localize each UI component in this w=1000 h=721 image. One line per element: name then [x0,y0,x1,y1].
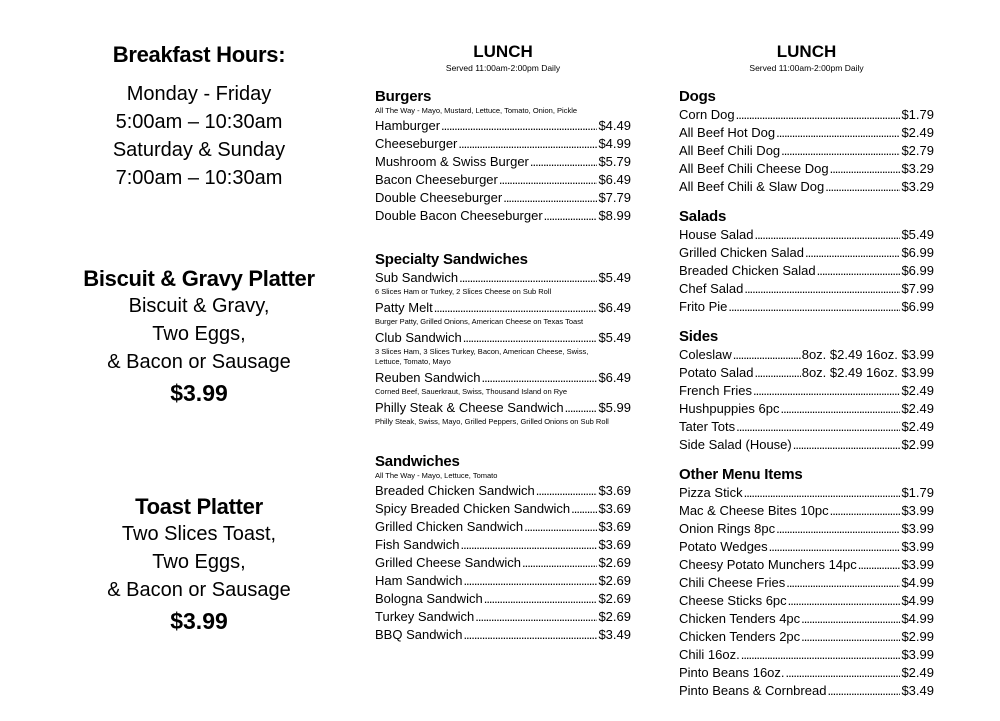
dot-leader [744,280,900,298]
item-name: House Salad [679,227,754,242]
item-price: $6.99 [901,299,934,314]
item-name: Cheeseburger [375,136,458,151]
menu-item [679,262,934,280]
item-price: $3.49 [901,683,934,698]
item-name: Pinto Beans & Cornbread [679,683,827,698]
item-name: Grilled Cheese Sandwich [375,555,521,570]
platter-line: & Bacon or Sausage [107,579,291,601]
item-price: $5.49 [901,227,934,242]
breakfast-hours-line: 7:00am – 10:30am [115,167,283,189]
menu-item [375,500,631,518]
dot-leader [753,382,900,400]
dot-leader [482,369,598,387]
platter-line: Two Eggs, [152,323,246,345]
item-price: $4.99 [901,593,934,608]
item-price: $2.49 [901,383,934,398]
dot-leader [776,520,900,538]
dot-leader [781,142,900,160]
breakfast-hours [58,80,340,192]
menu-item [679,226,934,244]
menu-item [375,608,631,626]
dot-leader [571,500,597,518]
item-price: $7.79 [598,190,631,205]
dot-leader [830,160,901,178]
item-name: Pinto Beans 16oz. [679,665,785,680]
breakfast-hours-line: Saturday & Sunday [112,139,286,161]
item-name: Chili Cheese Fries [679,575,786,590]
dot-leader [801,628,900,646]
item-name: Bacon Cheeseburger [375,172,498,187]
item-price: $8.99 [598,208,631,223]
toast-platter [58,494,340,636]
item-name: Chicken Tenders 2pc [679,629,801,644]
platter-line: Two Eggs, [152,551,246,573]
menu-item [679,280,934,298]
menu-item [375,299,631,317]
item-name: Bologna Sandwich [375,591,483,606]
menu-item [679,538,934,556]
menu-item [375,269,631,287]
menu-item [375,189,631,207]
breakfast-column [58,0,340,636]
item-description: 6 Slices Ham or Turkey, 2 Slices Cheese on Sub Roll [375,287,552,296]
item-price: $5.49 [598,270,631,285]
item-name: BBQ Sandwich [375,627,463,642]
item-description: 3 Slices Ham, 3 Slices Turkey, Bacon, American Cheese, Swiss, Lettuce, Tomato, Mayo [375,347,589,366]
item-price: $2.49 [901,419,934,434]
platter-title: Biscuit & Gravy Platter [83,266,315,291]
menu-item [375,329,631,347]
item-name: Grilled Chicken Sandwich [375,519,524,534]
item-price: $1.79 [901,107,934,122]
item-price: $3.99 [901,557,934,572]
menu-item [679,106,934,124]
item-price: $3.99 [901,647,934,662]
item-name: Coleslaw [679,347,732,362]
item-name: Reuben Sandwich [375,370,481,385]
dot-leader [805,244,900,262]
dot-leader [733,346,801,364]
item-price: $5.49 [598,330,631,345]
sandwiches-section [375,453,631,644]
item-price: $2.49 [901,125,934,140]
item-price: $2.69 [598,591,631,606]
dot-leader [754,364,800,382]
menu-item [375,369,631,387]
section-title: Dogs [679,88,716,105]
item-name: Pizza Stick [679,485,743,500]
platter-line: & Bacon or Sausage [107,351,291,373]
dot-leader [736,418,900,436]
menu-item [679,160,934,178]
item-name: Tater Tots [679,419,736,434]
dot-leader [830,502,901,520]
dot-leader [522,554,597,572]
menu-item [375,399,631,417]
menu-item [679,664,934,682]
sides-section [679,328,934,454]
item-name: Frito Pie [679,299,728,314]
breakfast-hours-line: 5:00am – 10:30am [115,111,283,133]
dot-leader [484,590,598,608]
dot-leader [463,572,597,590]
dot-leader [827,682,900,700]
item-price: $3.99 [901,503,934,518]
section-title: Salads [679,208,727,225]
item-name: Club Sandwich [375,330,462,345]
dot-leader [544,207,598,225]
dot-leader [536,482,598,500]
breakfast-hours-line: Monday - Friday [126,83,272,105]
menu-item [679,556,934,574]
item-name: Ham Sandwich [375,573,463,588]
dot-leader [461,536,598,554]
dot-leader [786,664,901,682]
dot-leader [434,299,598,317]
dot-leader [503,189,597,207]
dot-leader [754,226,900,244]
item-price: $2.79 [901,143,934,158]
dot-leader [786,574,900,592]
item-price: $2.49 [901,665,934,680]
menu-item [679,178,934,196]
menu-item [679,298,934,316]
item-price: $4.99 [598,136,631,151]
other-menu-items-section [679,466,934,700]
item-price: $6.49 [598,172,631,187]
item-price: $3.29 [901,179,934,194]
menu-item [679,244,934,262]
breakfast-hours-title: Breakfast Hours: [112,42,286,67]
biscuit-gravy-platter [58,266,340,408]
item-price: $6.49 [598,300,631,315]
specialty-sandwiches-section [375,251,631,427]
item-name: Double Bacon Cheeseburger [375,208,543,223]
item-price: 8oz. $2.49 16oz. $3.99 [801,365,934,380]
item-price: $6.99 [901,263,934,278]
item-price: $3.29 [901,161,934,176]
menu-item [679,520,934,538]
item-name: Double Cheeseburger [375,190,503,205]
item-name: Fish Sandwich [375,537,460,552]
dot-leader [458,135,597,153]
menu-item [375,554,631,572]
platter-line: Biscuit & Gravy, [128,295,270,317]
platter-price: $3.99 [170,380,228,406]
burgers-section [375,88,631,225]
menu-item [679,610,934,628]
item-price: $4.49 [598,118,631,133]
dot-leader [793,436,901,454]
item-price: $2.69 [598,555,631,570]
menu-item [679,400,934,418]
menu-item [679,574,934,592]
item-price: $7.99 [901,281,934,296]
item-price: $2.69 [598,609,631,624]
dot-leader [459,269,597,287]
dogs-section [679,88,934,196]
lunch-header [375,42,631,74]
item-name: Grilled Chicken Salad [679,245,805,260]
item-name: Hushpuppies 6pc [679,401,780,416]
item-name: Hamburger [375,118,441,133]
item-name: Chef Salad [679,281,744,296]
menu-item [375,518,631,536]
menu-item [375,135,631,153]
lunch-header [679,42,934,74]
item-name: Philly Steak & Cheese Sandwich [375,400,564,415]
dot-leader [530,153,598,171]
item-name: Onion Rings 8pc [679,521,776,536]
menu-item [679,592,934,610]
item-price: $6.99 [901,245,934,260]
platter-price: $3.99 [170,608,228,634]
section-note: All The Way - Mayo, Lettuce, Tomato [375,471,498,480]
dot-leader [499,171,598,189]
menu-item [375,572,631,590]
dot-leader [463,626,597,644]
item-price: $3.69 [598,483,631,498]
dot-leader [736,106,901,124]
item-name: Mushroom & Swiss Burger [375,154,529,169]
item-name: All Beef Chili Cheese Dog [679,161,829,176]
menu-item [679,436,934,454]
lunch-subtitle: Served 11:00am-2:00pm Daily [445,63,561,73]
item-name: Breaded Chicken Salad [679,263,816,278]
item-price: $3.69 [598,501,631,516]
section-title: Specialty Sandwiches [375,251,528,268]
item-name: Patty Melt [375,300,433,315]
item-price: $6.49 [598,370,631,385]
item-name: Chili 16oz. [679,647,740,662]
item-name: Breaded Chicken Sandwich [375,483,535,498]
lunch-title: LUNCH [776,42,837,61]
item-name: Cheese Sticks 6pc [679,593,787,608]
item-name: Chicken Tenders 4pc [679,611,801,626]
dot-leader [801,610,900,628]
item-name: Potato Wedges [679,539,768,554]
platter-title: Toast Platter [135,494,263,519]
menu-item [375,626,631,644]
section-title: Other Menu Items [679,466,803,483]
dot-leader [769,538,901,556]
menu-item [375,482,631,500]
item-name: French Fries [679,383,752,398]
menu-item [679,418,934,436]
section-title: Sides [679,328,719,345]
menu-item [679,382,934,400]
item-price: $4.99 [901,575,934,590]
dot-leader [858,556,901,574]
item-name: All Beef Hot Dog [679,125,776,140]
item-price: $5.79 [598,154,631,169]
item-price: $3.99 [901,521,934,536]
dot-leader [565,399,598,417]
dot-leader [463,329,598,347]
menu-item [679,142,934,160]
salads-section [679,208,934,316]
lunch-title: LUNCH [473,42,533,61]
lunch-column-left [375,0,631,644]
item-description: Philly Steak, Swiss, Mayo, Grilled Peppers, Grilled Onions on Sub Roll [375,417,609,426]
dot-leader [788,592,901,610]
dot-leader [780,400,900,418]
menu-item [679,364,934,382]
item-name: Turkey Sandwich [375,609,475,624]
menu-item [375,536,631,554]
menu-item [679,646,934,664]
item-price: $3.69 [598,519,631,534]
item-price: $3.49 [598,627,631,642]
menu-item [375,590,631,608]
item-name: Side Salad (House) [679,437,792,452]
item-description: Corned Beef, Sauerkraut, Swiss, Thousand Island on Rye [375,387,568,396]
item-name: Mac & Cheese Bites 10pc [679,503,829,518]
menu-item [679,628,934,646]
dot-leader [817,262,901,280]
dot-leader [475,608,597,626]
item-price: $2.69 [598,573,631,588]
item-name: Sub Sandwich [375,270,459,285]
item-price: $3.99 [901,539,934,554]
dot-leader [728,298,900,316]
platter-line: Two Slices Toast, [121,523,277,545]
menu-item [679,124,934,142]
menu-item [375,171,631,189]
menu-item [375,207,631,225]
item-price: $2.99 [901,629,934,644]
item-description: Burger Patty, Grilled Onions, American Cheese on Texas Toast [375,317,584,326]
item-name: All Beef Chili & Slaw Dog [679,179,825,194]
section-title: Burgers [375,88,432,105]
item-price: $2.49 [901,401,934,416]
dot-leader [741,646,901,664]
dot-leader [441,117,597,135]
menu-item [679,682,934,700]
item-price: 8oz. $2.49 16oz. $3.99 [801,347,934,362]
item-price: $3.69 [598,537,631,552]
dot-leader [524,518,597,536]
item-price: $2.99 [901,437,934,452]
item-name: Corn Dog [679,107,735,122]
item-price: $5.99 [598,400,631,415]
menu-item [679,346,934,364]
dot-leader [825,178,900,196]
lunch-subtitle: Served 11:00am-2:00pm Daily [749,63,864,73]
item-price: $1.79 [901,485,934,500]
menu-item [679,502,934,520]
menu-item [679,484,934,502]
menu-item [375,153,631,171]
item-price: $4.99 [901,611,934,626]
item-name: Spicy Breaded Chicken Sandwich [375,501,571,516]
section-note: All The Way - Mayo, Mustard, Lettuce, Tomato, Onion, Pickle [375,106,578,115]
dot-leader [776,124,900,142]
item-name: Cheesy Potato Munchers 14pc [679,557,857,572]
item-name: Potato Salad [679,365,754,380]
section-title: Sandwiches [375,453,460,470]
dot-leader [744,484,901,502]
item-name: All Beef Chili Dog [679,143,781,158]
lunch-column-right [679,0,934,700]
menu-item [375,117,631,135]
